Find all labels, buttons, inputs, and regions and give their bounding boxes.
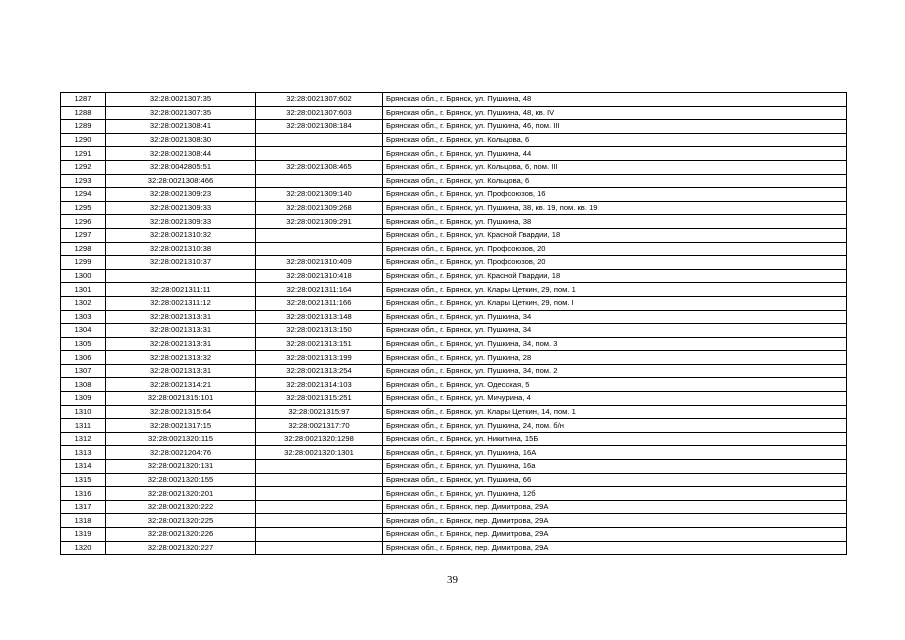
table-row [61, 351, 847, 365]
address-cell: Брянская обл., г. Брянск, ул. Пушкина, 48, кв. IV [383, 106, 847, 120]
land-cadastral-number-cell: 32:28:0021320:227 [106, 541, 256, 555]
table-row [61, 174, 847, 188]
row-number-cell: 1319 [61, 528, 106, 542]
building-cadastral-number-cell: 32:28:0021315:97 [256, 405, 383, 419]
building-cadastral-number-cell [256, 460, 383, 474]
table-row [61, 419, 847, 433]
row-number-cell: 1302 [61, 296, 106, 310]
address-cell: Брянская обл., г. Брянск, ул. Пушкина, 34 [383, 310, 847, 324]
row-number-cell: 1303 [61, 310, 106, 324]
building-cadastral-number-cell: 32:28:0021311:164 [256, 283, 383, 297]
table-row [61, 541, 847, 555]
table-row [61, 269, 847, 283]
address-cell: Брянская обл., г. Брянск, ул. Кольцова, 6 [383, 174, 847, 188]
land-cadastral-number-cell: 32:28:0021204:76 [106, 446, 256, 460]
row-number-cell: 1312 [61, 432, 106, 446]
row-number-cell: 1314 [61, 460, 106, 474]
table-row [61, 446, 847, 460]
building-cadastral-number-cell: 32:28:0021307:602 [256, 93, 383, 107]
land-cadastral-number-cell: 32:28:0021320:115 [106, 432, 256, 446]
table-row [61, 201, 847, 215]
row-number-cell: 1296 [61, 215, 106, 229]
row-number-cell: 1316 [61, 487, 106, 501]
address-cell: Брянская обл., г. Брянск, ул. Пушкина, 38, кв. 19, пом. кв. 19 [383, 201, 847, 215]
land-cadastral-number-cell: 32:28:0021315:101 [106, 392, 256, 406]
row-number-cell: 1317 [61, 500, 106, 514]
building-cadastral-number-cell: 32:28:0021308:184 [256, 120, 383, 134]
address-cell: Брянская обл., г. Брянск, ул. Клары Цеткин, 14, пом. 1 [383, 405, 847, 419]
row-number-cell: 1299 [61, 256, 106, 270]
table-row [61, 133, 847, 147]
address-cell: Брянская обл., г. Брянск, ул. Пушкина, 44 [383, 147, 847, 161]
table-row [61, 188, 847, 202]
table-row [61, 147, 847, 161]
address-cell: Брянская обл., г. Брянск, пер. Димитрова, 29А [383, 514, 847, 528]
building-cadastral-number-cell: 32:28:0021308:465 [256, 160, 383, 174]
table-row [61, 392, 847, 406]
land-cadastral-number-cell [106, 269, 256, 283]
building-cadastral-number-cell: 32:28:0021315:251 [256, 392, 383, 406]
land-cadastral-number-cell: 32:28:0021310:32 [106, 228, 256, 242]
address-cell: Брянская обл., г. Брянск, ул. Профсоюзов, 20 [383, 256, 847, 270]
row-number-cell: 1320 [61, 541, 106, 555]
row-number-cell: 1307 [61, 364, 106, 378]
row-number-cell: 1288 [61, 106, 106, 120]
table-row [61, 460, 847, 474]
building-cadastral-number-cell: 32:28:0021313:148 [256, 310, 383, 324]
land-cadastral-number-cell: 32:28:0021308:41 [106, 120, 256, 134]
row-number-cell: 1318 [61, 514, 106, 528]
address-cell: Брянская обл., г. Брянск, ул. Одесская, 5 [383, 378, 847, 392]
address-cell: Брянская обл., г. Брянск, ул. Профсоюзов, 16 [383, 188, 847, 202]
address-cell: Брянская обл., г. Брянск, ул. Клары Цеткин, 29, пом. I [383, 296, 847, 310]
address-cell: Брянская обл., г. Брянск, ул. Пушкина, 24, пом. б/н [383, 419, 847, 433]
address-cell: Брянская обл., г. Брянск, ул. Никитина, 15Б [383, 432, 847, 446]
building-cadastral-number-cell: 32:28:0021311:166 [256, 296, 383, 310]
row-number-cell: 1309 [61, 392, 106, 406]
building-cadastral-number-cell: 32:28:0021310:409 [256, 256, 383, 270]
table-row [61, 337, 847, 351]
table-row [61, 310, 847, 324]
address-cell: Брянская обл., г. Брянск, ул. Пушкина, 46, пом. III [383, 120, 847, 134]
row-number-cell: 1289 [61, 120, 106, 134]
land-cadastral-number-cell: 32:28:0021320:201 [106, 487, 256, 501]
row-number-cell: 1295 [61, 201, 106, 215]
land-cadastral-number-cell: 32:28:0042805:51 [106, 160, 256, 174]
row-number-cell: 1290 [61, 133, 106, 147]
row-number-cell: 1311 [61, 419, 106, 433]
land-cadastral-number-cell: 32:28:0021308:466 [106, 174, 256, 188]
land-cadastral-number-cell: 32:28:0021317:15 [106, 419, 256, 433]
land-cadastral-number-cell: 32:28:0021308:30 [106, 133, 256, 147]
building-cadastral-number-cell: 32:28:0021313:151 [256, 337, 383, 351]
building-cadastral-number-cell: 32:28:0021307:603 [256, 106, 383, 120]
row-number-cell: 1310 [61, 405, 106, 419]
address-cell: Брянская обл., г. Брянск, ул. Пушкина, 12б [383, 487, 847, 501]
land-cadastral-number-cell: 32:28:0021308:44 [106, 147, 256, 161]
table-row [61, 215, 847, 229]
table-row [61, 528, 847, 542]
table-row [61, 324, 847, 338]
land-cadastral-number-cell: 32:28:0021320:131 [106, 460, 256, 474]
building-cadastral-number-cell: 32:28:0021317:70 [256, 419, 383, 433]
building-cadastral-number-cell [256, 500, 383, 514]
building-cadastral-number-cell [256, 528, 383, 542]
land-cadastral-number-cell: 32:28:0021314:21 [106, 378, 256, 392]
building-cadastral-number-cell [256, 487, 383, 501]
table-row [61, 487, 847, 501]
address-cell: Брянская обл., г. Брянск, ул. Профсоюзов, 20 [383, 242, 847, 256]
building-cadastral-number-cell [256, 174, 383, 188]
land-cadastral-number-cell: 32:28:0021320:226 [106, 528, 256, 542]
building-cadastral-number-cell: 32:28:0021314:103 [256, 378, 383, 392]
table-row [61, 160, 847, 174]
building-cadastral-number-cell [256, 541, 383, 555]
land-cadastral-number-cell: 32:28:0021310:38 [106, 242, 256, 256]
land-cadastral-number-cell: 32:28:0021307:35 [106, 93, 256, 107]
address-cell: Брянская обл., г. Брянск, ул. Пушкина, 34, пом. 2 [383, 364, 847, 378]
row-number-cell: 1297 [61, 228, 106, 242]
land-cadastral-number-cell: 32:28:0021313:31 [106, 310, 256, 324]
table-row [61, 228, 847, 242]
row-number-cell: 1292 [61, 160, 106, 174]
building-cadastral-number-cell: 32:28:0021320:1298 [256, 432, 383, 446]
address-cell: Брянская обл., г. Брянск, пер. Димитрова, 29А [383, 541, 847, 555]
address-cell: Брянская обл., г. Брянск, пер. Димитрова, 29А [383, 528, 847, 542]
table-row [61, 405, 847, 419]
address-cell: Брянская обл., г. Брянск, ул. Пушкина, 38 [383, 215, 847, 229]
land-cadastral-number-cell: 32:28:0021313:31 [106, 337, 256, 351]
table-row [61, 378, 847, 392]
row-number-cell: 1298 [61, 242, 106, 256]
table-row [61, 242, 847, 256]
building-cadastral-number-cell: 32:28:0021309:268 [256, 201, 383, 215]
address-cell: Брянская обл., г. Брянск, ул. Мичурина, 4 [383, 392, 847, 406]
land-cadastral-number-cell: 32:28:0021307:35 [106, 106, 256, 120]
address-cell: Брянская обл., г. Брянск, ул. Пушкина, 34 [383, 324, 847, 338]
row-number-cell: 1287 [61, 93, 106, 107]
address-cell: Брянская обл., г. Брянск, ул. Пушкина, 34, пом. 3 [383, 337, 847, 351]
address-cell: Брянская обл., г. Брянск, ул. Красной Гвардии, 18 [383, 228, 847, 242]
row-number-cell: 1291 [61, 147, 106, 161]
table-row [61, 93, 847, 107]
address-cell: Брянская обл., г. Брянск, ул. Пушкина, 16А [383, 446, 847, 460]
row-number-cell: 1300 [61, 269, 106, 283]
land-cadastral-number-cell: 32:28:0021313:32 [106, 351, 256, 365]
row-number-cell: 1308 [61, 378, 106, 392]
row-number-cell: 1305 [61, 337, 106, 351]
land-cadastral-number-cell: 32:28:0021315:64 [106, 405, 256, 419]
address-cell: Брянская обл., г. Брянск, ул. Пушкина, 16а [383, 460, 847, 474]
building-cadastral-number-cell: 32:28:0021310:418 [256, 269, 383, 283]
building-cadastral-number-cell [256, 514, 383, 528]
table-row [61, 296, 847, 310]
land-cadastral-number-cell: 32:28:0021309:33 [106, 215, 256, 229]
address-cell: Брянская обл., г. Брянск, ул. Пушкина, 66 [383, 473, 847, 487]
building-cadastral-number-cell [256, 147, 383, 161]
table-row [61, 514, 847, 528]
building-cadastral-number-cell [256, 473, 383, 487]
land-cadastral-number-cell: 32:28:0021309:33 [106, 201, 256, 215]
table-row [61, 432, 847, 446]
address-cell: Брянская обл., г. Брянск, ул. Кольцова, 6, пом. III [383, 160, 847, 174]
address-cell: Брянская обл., г. Брянск, ул. Красной Гвардии, 18 [383, 269, 847, 283]
row-number-cell: 1294 [61, 188, 106, 202]
building-cadastral-number-cell [256, 242, 383, 256]
address-cell: Брянская обл., г. Брянск, пер. Димитрова, 29А [383, 500, 847, 514]
land-cadastral-number-cell: 32:28:0021320:225 [106, 514, 256, 528]
row-number-cell: 1301 [61, 283, 106, 297]
row-number-cell: 1315 [61, 473, 106, 487]
address-cell: Брянская обл., г. Брянск, ул. Пушкина, 28 [383, 351, 847, 365]
property-table [60, 92, 847, 555]
page-number: 39 [447, 574, 458, 586]
table-row [61, 283, 847, 297]
address-cell: Брянская обл., г. Брянск, ул. Клары Цеткин, 29, пом. 1 [383, 283, 847, 297]
building-cadastral-number-cell: 32:28:0021313:254 [256, 364, 383, 378]
land-cadastral-number-cell: 32:28:0021313:31 [106, 324, 256, 338]
table-row [61, 256, 847, 270]
building-cadastral-number-cell: 32:28:0021313:199 [256, 351, 383, 365]
row-number-cell: 1313 [61, 446, 106, 460]
address-cell: Брянская обл., г. Брянск, ул. Кольцова, 6 [383, 133, 847, 147]
building-cadastral-number-cell: 32:28:0021309:291 [256, 215, 383, 229]
row-number-cell: 1293 [61, 174, 106, 188]
building-cadastral-number-cell [256, 228, 383, 242]
row-number-cell: 1306 [61, 351, 106, 365]
row-number-cell: 1304 [61, 324, 106, 338]
table-row [61, 364, 847, 378]
land-cadastral-number-cell: 32:28:0021320:155 [106, 473, 256, 487]
land-cadastral-number-cell: 32:28:0021311:11 [106, 283, 256, 297]
table-row [61, 120, 847, 134]
address-cell: Брянская обл., г. Брянск, ул. Пушкина, 48 [383, 93, 847, 107]
table-row [61, 106, 847, 120]
land-cadastral-number-cell: 32:28:0021311:12 [106, 296, 256, 310]
table-row [61, 473, 847, 487]
land-cadastral-number-cell: 32:28:0021320:222 [106, 500, 256, 514]
land-cadastral-number-cell: 32:28:0021309:23 [106, 188, 256, 202]
land-cadastral-number-cell: 32:28:0021313:31 [106, 364, 256, 378]
table-body [61, 93, 847, 555]
land-cadastral-number-cell: 32:28:0021310:37 [106, 256, 256, 270]
table-row [61, 500, 847, 514]
building-cadastral-number-cell: 32:28:0021313:150 [256, 324, 383, 338]
building-cadastral-number-cell: 32:28:0021309:140 [256, 188, 383, 202]
building-cadastral-number-cell: 32:28:0021320:1301 [256, 446, 383, 460]
building-cadastral-number-cell [256, 133, 383, 147]
